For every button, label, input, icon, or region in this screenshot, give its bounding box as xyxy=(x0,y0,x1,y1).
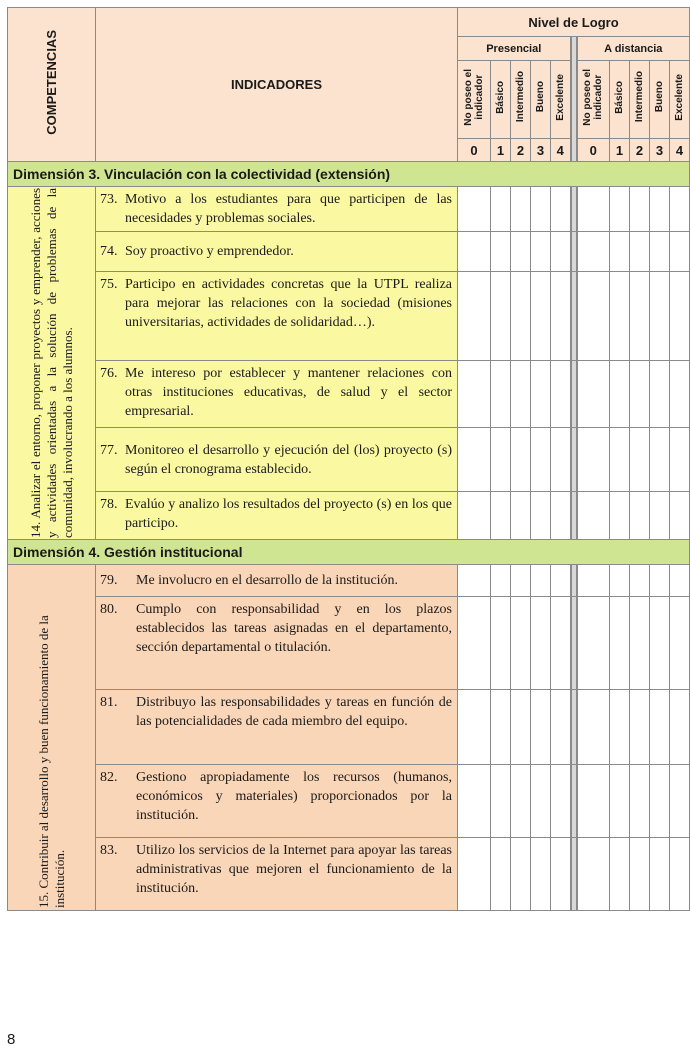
score-cell[interactable] xyxy=(551,187,571,232)
score-cell[interactable] xyxy=(650,765,670,838)
score-cell[interactable] xyxy=(577,765,610,838)
score-cell[interactable] xyxy=(610,565,630,597)
score-cell[interactable] xyxy=(650,187,670,232)
score-cell[interactable] xyxy=(511,690,531,765)
score-cell[interactable] xyxy=(531,597,551,690)
score-cell[interactable] xyxy=(630,690,650,765)
score-cell[interactable] xyxy=(610,361,630,428)
score-cell[interactable] xyxy=(551,428,571,492)
score-cell[interactable] xyxy=(531,428,551,492)
score-cell[interactable] xyxy=(650,272,670,361)
score-cell[interactable] xyxy=(511,232,531,272)
indicator-83: 83. Utilizo los servicios de la Internet para apoyar las tareas administrativas que mejoren el funcionamiento de la institución. xyxy=(96,838,458,911)
score-cell[interactable] xyxy=(551,597,571,690)
indicator-75: 75. Participo en actividades concretas que la UTPL realiza para mejorar las relaciones con la sociedad (misiones universitarias, actividades de solidaridad…). xyxy=(96,272,458,361)
score-cell[interactable] xyxy=(630,187,650,232)
score-label: 1 xyxy=(491,139,511,162)
score-label: 0 xyxy=(577,139,610,162)
score-cell[interactable] xyxy=(630,838,650,911)
score-label: 4 xyxy=(551,139,571,162)
score-cell[interactable] xyxy=(670,272,690,361)
score-cell[interactable] xyxy=(577,187,610,232)
score-cell[interactable] xyxy=(610,492,630,540)
score-cell[interactable] xyxy=(551,272,571,361)
score-cell[interactable] xyxy=(610,187,630,232)
score-cell[interactable] xyxy=(491,187,511,232)
score-cell[interactable] xyxy=(670,838,690,911)
score-cell[interactable] xyxy=(670,187,690,232)
competency-table xyxy=(7,7,690,911)
page-number: 8 xyxy=(7,1031,16,1048)
score-cell[interactable] xyxy=(458,765,491,838)
score-cell[interactable] xyxy=(577,597,610,690)
score-cell[interactable] xyxy=(650,428,670,492)
score-cell[interactable] xyxy=(491,690,511,765)
score-cell[interactable] xyxy=(491,428,511,492)
score-label: 3 xyxy=(531,139,551,162)
score-cell[interactable] xyxy=(630,272,650,361)
score-cell[interactable] xyxy=(650,690,670,765)
score-cell[interactable] xyxy=(630,765,650,838)
score-cell[interactable] xyxy=(610,690,630,765)
score-cell[interactable] xyxy=(650,361,670,428)
score-cell[interactable] xyxy=(577,492,610,540)
score-cell[interactable] xyxy=(610,428,630,492)
score-cell[interactable] xyxy=(630,232,650,272)
score-cell[interactable] xyxy=(458,597,491,690)
score-cell[interactable] xyxy=(458,428,491,492)
score-cell[interactable] xyxy=(458,361,491,428)
score-label: 0 xyxy=(458,139,491,162)
score-cell[interactable] xyxy=(511,361,531,428)
indicator-80: 80. Cumplo con responsabilidad y en los plazos establecidos las tareas asignadas en el departamento, sección departamental o titulación. xyxy=(96,597,458,690)
score-cell[interactable] xyxy=(511,428,531,492)
score-cell[interactable] xyxy=(551,232,571,272)
indicator-74: 74. Soy proactivo y emprendedor. xyxy=(96,232,458,272)
score-cell[interactable] xyxy=(551,492,571,540)
score-cell[interactable] xyxy=(491,361,511,428)
score-cell[interactable] xyxy=(610,765,630,838)
level-header: Excelente xyxy=(670,61,690,139)
competency-14: 14. Analizar el entorno, proponer proyectos y emprender, acciones y actividades orientadas a la solución de problemas de la comunidad, involucrando a los alumnos. xyxy=(8,187,96,540)
score-cell[interactable] xyxy=(630,492,650,540)
score-label: 3 xyxy=(650,139,670,162)
level-header: Bueno xyxy=(650,61,670,139)
score-cell[interactable] xyxy=(630,428,650,492)
score-cell[interactable] xyxy=(630,361,650,428)
score-cell[interactable] xyxy=(491,232,511,272)
score-cell[interactable] xyxy=(458,187,491,232)
score-cell[interactable] xyxy=(531,492,551,540)
score-cell[interactable] xyxy=(531,838,551,911)
indicator-76: 76. Me intereso por establecer y mantener relaciones con otras instituciones educativas, de salud y el sector empresarial. xyxy=(96,361,458,428)
indicator-78: 78. Evalúo y analizo los resultados del proyecto (s) en los que participo. xyxy=(96,492,458,540)
score-cell[interactable] xyxy=(491,492,511,540)
score-cell[interactable] xyxy=(491,765,511,838)
score-cell[interactable] xyxy=(577,361,610,428)
level-header: Básico xyxy=(491,61,511,139)
competency-15: 15. Contribuir al desarrollo y buen funcionamiento de la institución. xyxy=(8,565,96,911)
score-label: 2 xyxy=(630,139,650,162)
score-cell[interactable] xyxy=(511,597,531,690)
indicator-81: 81. Distribuyo las responsabilidades y tareas en función de las potencialidades de cada miembro del equipo. xyxy=(96,690,458,765)
score-cell[interactable] xyxy=(491,272,511,361)
score-cell[interactable] xyxy=(630,565,650,597)
indicator-82: 82. Gestiono apropiadamente los recursos (humanos, económicos y materiales) proporcionados por la institución. xyxy=(96,765,458,838)
score-cell[interactable] xyxy=(531,187,551,232)
score-cell[interactable] xyxy=(511,565,531,597)
score-cell[interactable] xyxy=(577,272,610,361)
score-cell[interactable] xyxy=(531,565,551,597)
score-cell[interactable] xyxy=(670,361,690,428)
score-cell[interactable] xyxy=(491,565,511,597)
score-cell[interactable] xyxy=(511,187,531,232)
score-cell[interactable] xyxy=(511,272,531,361)
score-cell[interactable] xyxy=(531,232,551,272)
level-header: Excelente xyxy=(551,61,571,139)
score-cell[interactable] xyxy=(650,838,670,911)
level-header: Básico xyxy=(610,61,630,139)
score-cell[interactable] xyxy=(491,838,511,911)
score-cell[interactable] xyxy=(511,492,531,540)
score-cell[interactable] xyxy=(491,597,511,690)
presencial-header: Presencial xyxy=(458,37,571,61)
score-cell[interactable] xyxy=(551,765,571,838)
score-cell[interactable] xyxy=(577,838,610,911)
level-header: Intermedio xyxy=(630,61,650,139)
score-cell[interactable] xyxy=(630,597,650,690)
score-cell[interactable] xyxy=(531,272,551,361)
score-cell[interactable] xyxy=(670,765,690,838)
score-cell[interactable] xyxy=(670,232,690,272)
nivel-logro-header: Nivel de Logro xyxy=(458,8,690,37)
level-header: No poseo el indicador xyxy=(577,61,610,139)
score-cell[interactable] xyxy=(670,492,690,540)
score-cell[interactable] xyxy=(577,690,610,765)
indicadores-header: INDICADORES xyxy=(96,8,458,162)
score-cell[interactable] xyxy=(650,492,670,540)
evaluation-page xyxy=(7,7,690,911)
score-label: 1 xyxy=(610,139,630,162)
indicator-77: 77. Monitoreo el desarrollo y ejecución del (los) proyecto (s) según el cronograma establecido. xyxy=(96,428,458,492)
score-cell[interactable] xyxy=(458,838,491,911)
score-label: 2 xyxy=(511,139,531,162)
indicator-73: 73. Motivo a los estudiantes para que participen de las necesidades y problemas sociales. xyxy=(96,187,458,232)
score-cell[interactable] xyxy=(670,597,690,690)
score-cell[interactable] xyxy=(577,232,610,272)
score-cell[interactable] xyxy=(610,232,630,272)
score-cell[interactable] xyxy=(670,428,690,492)
score-cell[interactable] xyxy=(531,765,551,838)
score-cell[interactable] xyxy=(458,690,491,765)
score-cell[interactable] xyxy=(610,838,630,911)
score-cell[interactable] xyxy=(650,597,670,690)
indicator-79: 79. Me involucro en el desarrollo de la institución. xyxy=(96,565,458,597)
score-cell[interactable] xyxy=(531,690,551,765)
score-cell[interactable] xyxy=(650,232,670,272)
dimension-3-title: Dimensión 3. Vinculación con la colectividad (extensión) xyxy=(8,162,690,187)
score-cell[interactable] xyxy=(551,690,571,765)
competencias-header: COMPETENCIAS xyxy=(8,8,96,162)
dimension-4-title: Dimensión 4. Gestión institucional xyxy=(8,540,690,565)
score-cell[interactable] xyxy=(458,492,491,540)
score-cell[interactable] xyxy=(551,565,571,597)
score-cell[interactable] xyxy=(670,690,690,765)
score-cell[interactable] xyxy=(458,565,491,597)
score-cell[interactable] xyxy=(577,428,610,492)
level-header: Bueno xyxy=(531,61,551,139)
score-cell[interactable] xyxy=(551,838,571,911)
score-cell[interactable] xyxy=(511,838,531,911)
score-cell[interactable] xyxy=(577,565,610,597)
level-header: No poseo el indicador xyxy=(458,61,491,139)
score-cell[interactable] xyxy=(531,361,551,428)
score-cell[interactable] xyxy=(610,272,630,361)
score-cell[interactable] xyxy=(670,565,690,597)
score-cell[interactable] xyxy=(650,565,670,597)
score-cell[interactable] xyxy=(610,597,630,690)
distancia-header: A distancia xyxy=(577,37,690,61)
score-cell[interactable] xyxy=(511,765,531,838)
level-header: Intermedio xyxy=(511,61,531,139)
score-label: 4 xyxy=(670,139,690,162)
score-cell[interactable] xyxy=(551,361,571,428)
score-cell[interactable] xyxy=(458,272,491,361)
score-cell[interactable] xyxy=(458,232,491,272)
